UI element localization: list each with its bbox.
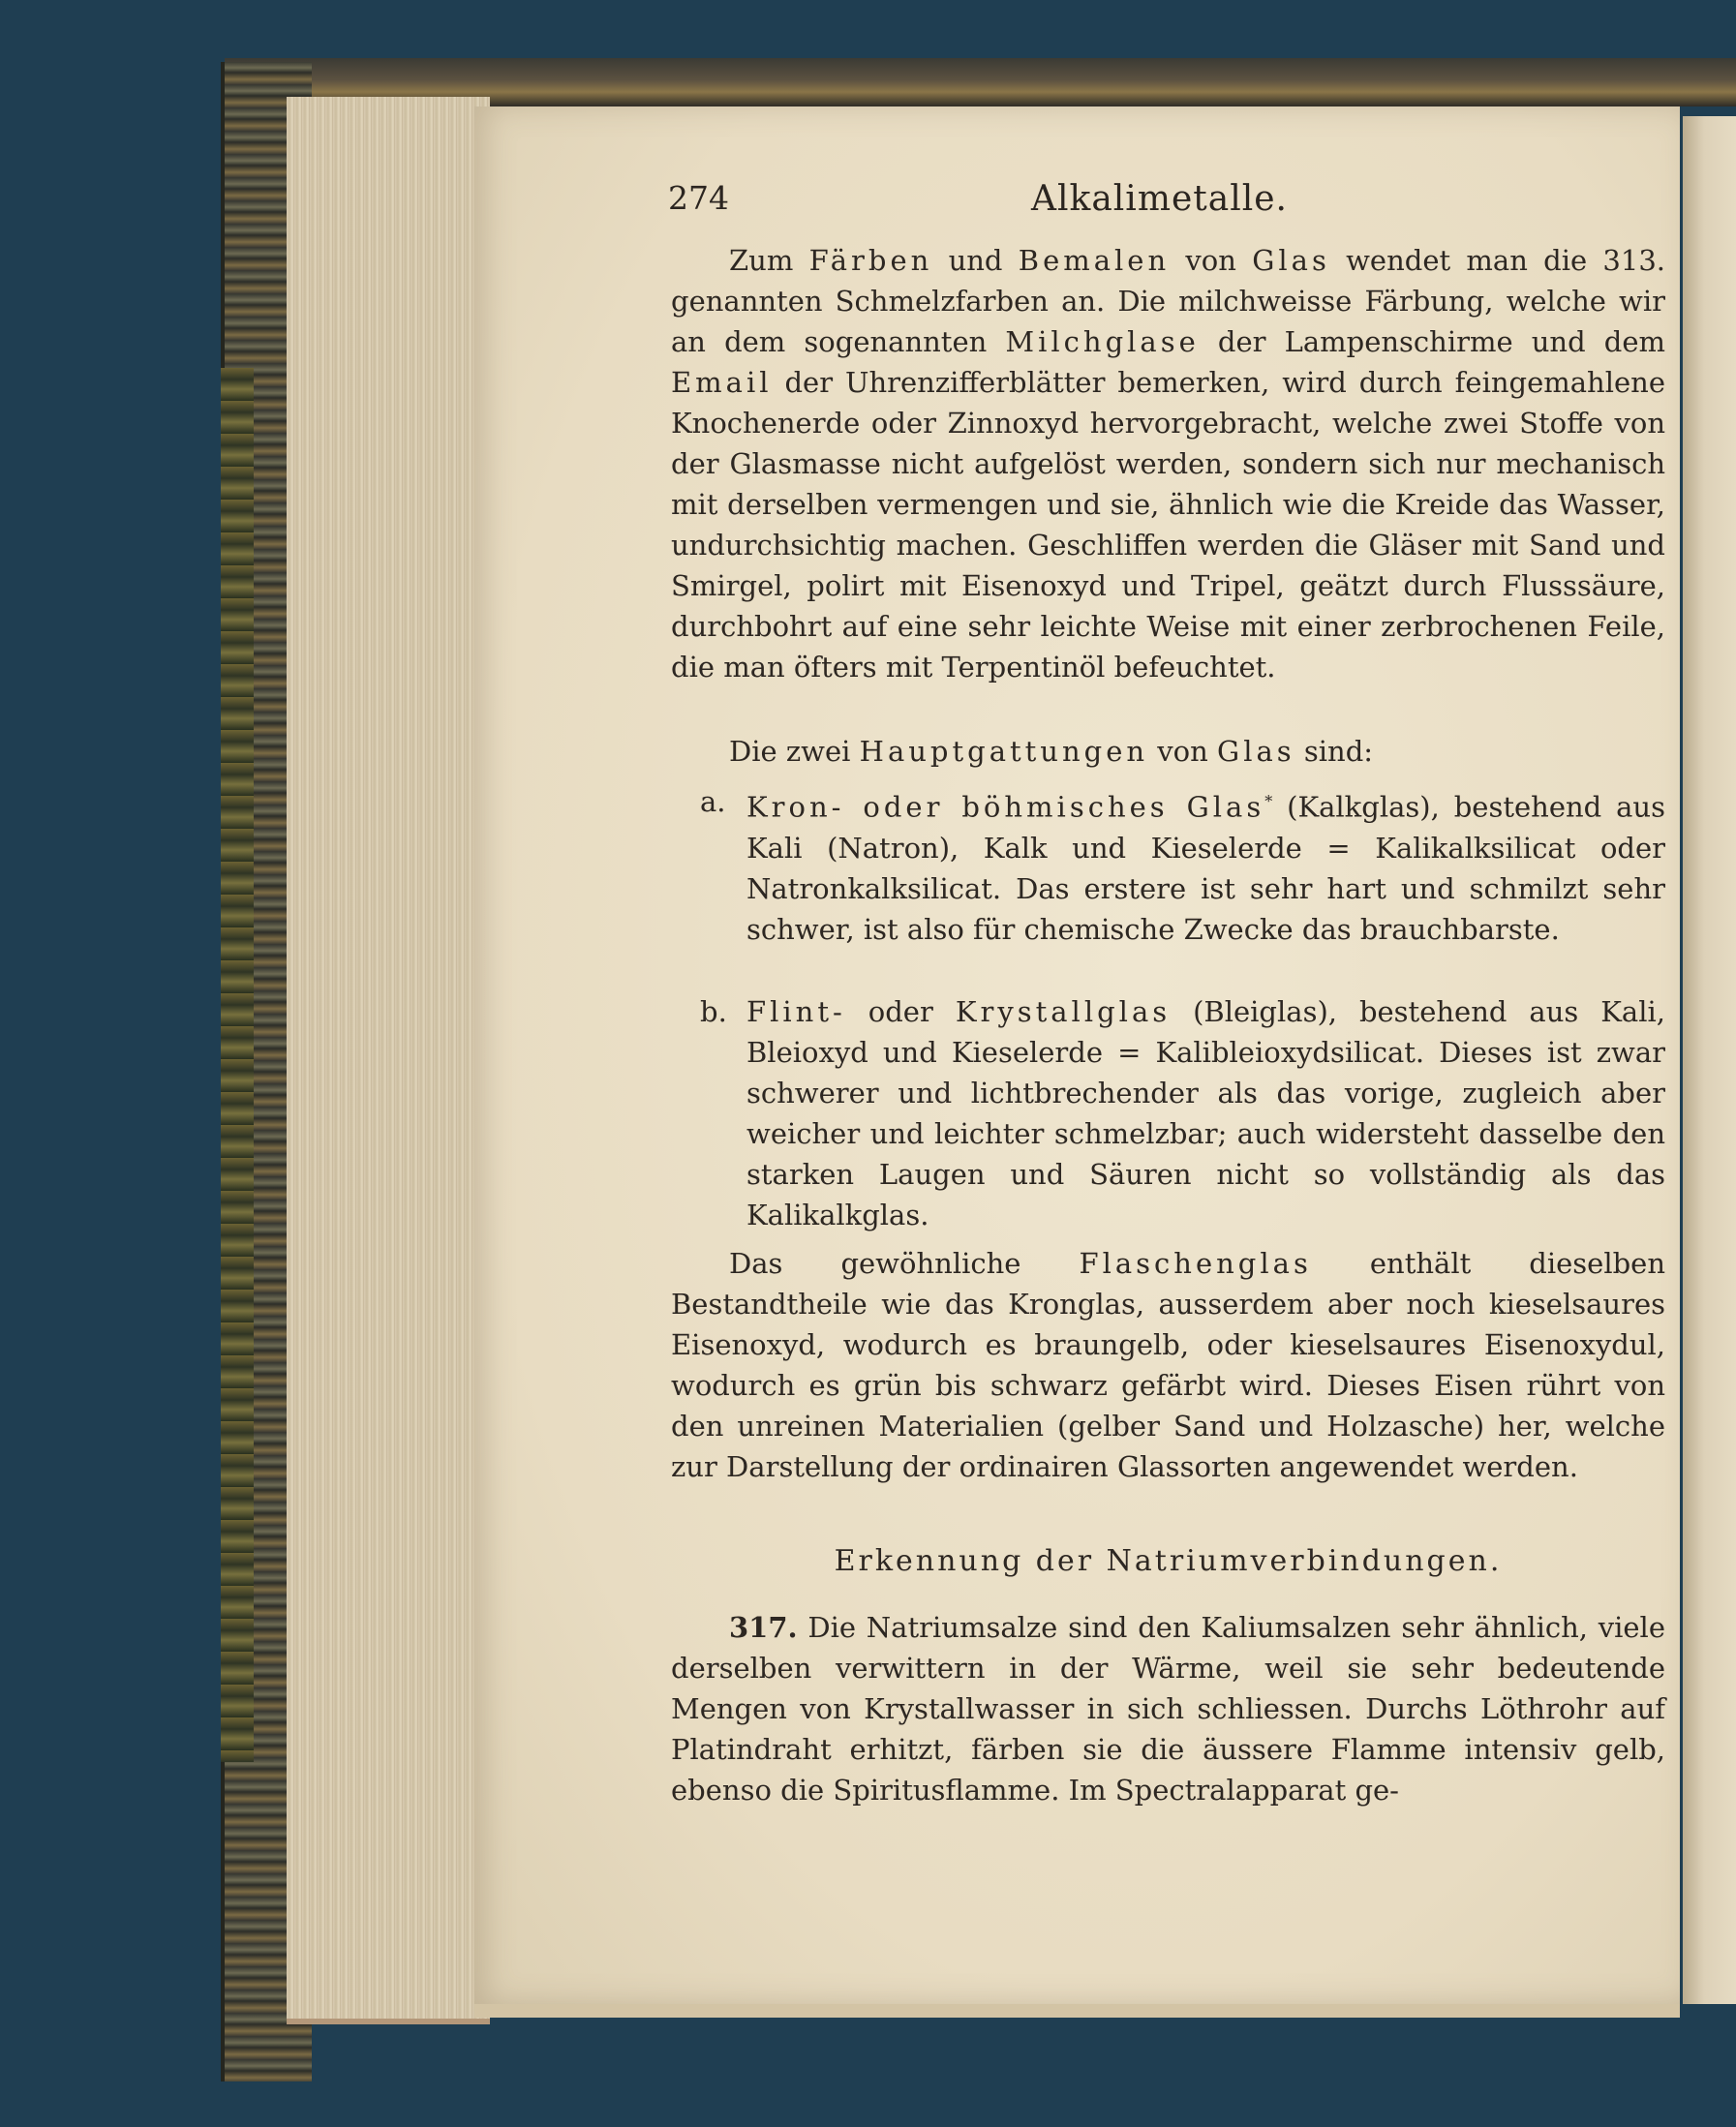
page-stack-edge [287,97,490,2024]
running-title: Alkalimetalle. [1031,179,1288,219]
page-header [668,179,1665,228]
list-marker: a. [700,785,726,818]
section-number: 317. [729,1611,798,1644]
list-marker: b. [700,995,727,1028]
paragraph-glass-coloring: Zum Färben und Bemalen von Glas wendet man die 313. genannten Schmelzfarben an. Die milchweisse Färbung, welche wir an dem sogenannten Milchglase der Lampenschirme und dem Email der Uhrenzifferblätter bemerken, wird durch feingemahlene Knochenerde oder Zinnoxyd hervorgebracht, welche zwei Stoffe von der Glasmasse nicht aufgelöst werden, sondern sich nur mechanisch mit derselben vermengen und sie, ähnlich wie die Kreide das Wasser, undurchsichtig machen. Geschliffen werden die Gläser mit Sand und Smirgel, polirt mit Eisenoxyd und Tripel, geätzt durch Flusssäure, durchbohrt auf eine sehr leichte Weise mit einer zerbrochenen Feile, die man öfters mit Terpentinöl befeuchtet. [671,244,1666,684]
section-heading: Erkennung der Natriumverbindungen. [834,1544,1503,1578]
paragraph-main-types-intro: Die zwei Hauptgattungen von Glas sind: [729,735,1374,768]
footnote-mark: * [1264,792,1273,810]
page-bottom-edge [474,2004,1680,2018]
facing-page-edge [1683,116,1736,2004]
page-number: 274 [668,179,729,217]
paragraph-sodium-detection: 317. Die Natriumsalze sind den Kaliumsalzen sehr ähnlich, viele derselben verwittern in der Wärme, weil sie sehr bedeutende Mengen von Krystallwasser in sich schliessen. Durchs Löthrohr auf Platindraht erhitzt, färben sie die äussere Flamme intensiv gelb, ebenso die Spiritusflamme. Im Spectralapparat ge- [671,1611,1665,1807]
paragraph-bottle-glass: Das gewöhnliche Flaschenglas enthält dieselben Bestandtheile wie das Kronglas, ausserdem aber noch kieselsaures Eisenoxyd, wodurch es braungelb, oder kieselsaures Eisenoxydul, wodurch es grün bis schwarz gefärbt wird. Dieses Eisen rührt von den unreinen Materialien (gelber Sand und Holzasche) her, welche zur Darstellung der ordinairen Glassorten angewendet werden. [671,1247,1665,1483]
list-item-flint-glass: b. Flint- oder Krystallglas (Bleiglas), bestehend aus Kali, Bleioxyd und Kieselerde = Kalibleioxydsilicat. Dieses ist zwar schwerer und lichtbrechender als das vorige, zugleich aber weicher und leichter schmelzbar; auch widersteht dasselbe den starken Laugen und Säuren nicht so vollständig als das Kalikalkglas. [700,991,1665,1235]
list-item-crown-glass: a. Kron- oder böhmisches Glas* (Kalkglas), bestehend aus Kali (Natron), Kalk und Kieselerde = Kalikalksilicat oder Natronkalksilicat. Das erstere ist sehr hart und schmilzt sehr schwer, ist also für chemische Zwecke das brauchbarste. [700,781,1665,950]
spine-decoration [221,368,254,1762]
